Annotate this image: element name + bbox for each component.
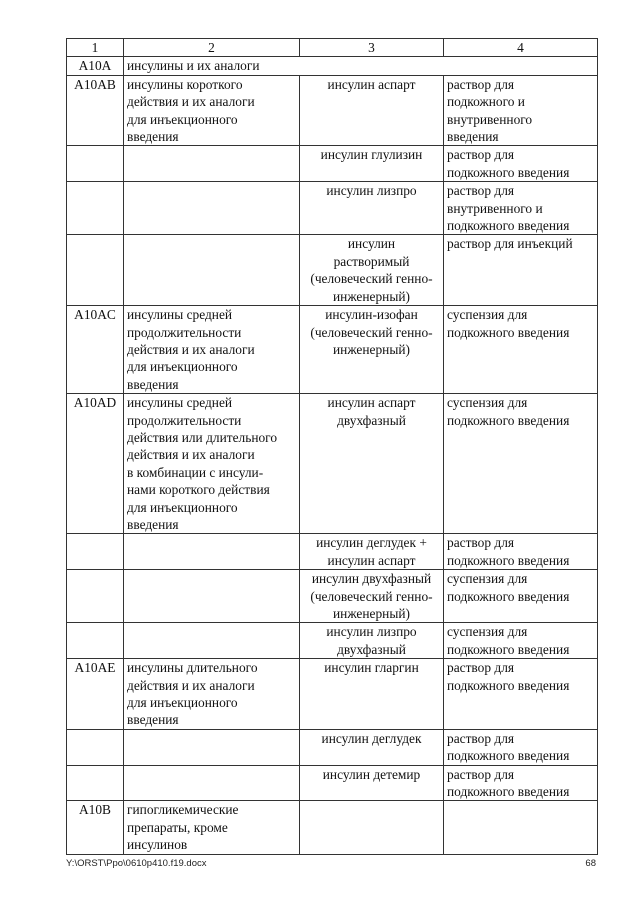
dosage-form-cell: раствор для подкожного введения (444, 729, 598, 765)
dosage-form-cell: раствор для инъекций (444, 235, 598, 306)
group-name-cell: инсулины короткого действия и их аналоги для инъекционного введения (124, 75, 300, 146)
group-name-cell (124, 729, 300, 765)
drug-name-cell: инсулин деглудек (300, 729, 444, 765)
drug-name-cell: инсулин глулизин (300, 146, 444, 182)
group-name-cell: инсулины средней продолжительности действия или длительного действия и их аналоги в комбинации с инсули- нами короткого действия для инъекционного введения (124, 394, 300, 534)
dosage-form-cell: суспензия для подкожного введения (444, 570, 598, 623)
drug-name-cell: инсулин лизпро (300, 182, 444, 235)
header-row (67, 39, 598, 57)
atc-code-cell: A10AB (67, 75, 124, 146)
group-name-cell: инсулины длительного действия и их аналоги для инъекционного введения (124, 659, 300, 730)
dosage-form-cell: раствор для подкожного введения (444, 659, 598, 730)
atc-code-cell: A10A (67, 57, 124, 75)
table-row (67, 57, 598, 75)
column-header-3: 3 (300, 39, 444, 57)
drug-table (66, 38, 598, 855)
dosage-form-cell: суспензия для подкожного введения (444, 623, 598, 659)
group-name-cell: инсулины средней продолжительности действия и их аналоги для инъекционного введения (124, 306, 300, 394)
drug-name-cell: инсулин-изофан (человеческий генно- инженерный) (300, 306, 444, 394)
table-row (67, 570, 598, 623)
document-table-container (66, 38, 597, 855)
atc-code-cell (67, 534, 124, 570)
atc-code-cell: A10AE (67, 659, 124, 730)
atc-code-cell (67, 765, 124, 801)
atc-code-cell (67, 235, 124, 306)
drug-name-cell (300, 801, 444, 854)
column-header-4: 4 (444, 39, 598, 57)
atc-code-cell (67, 570, 124, 623)
group-name-cell: инсулины и их аналоги (124, 57, 598, 75)
atc-code-cell (67, 623, 124, 659)
table-row (67, 534, 598, 570)
atc-code-cell (67, 729, 124, 765)
group-name-cell (124, 534, 300, 570)
footer-file-path: Y:\ORST\Ppo\0610p410.f19.docx (66, 858, 207, 869)
table-row (67, 235, 598, 306)
drug-name-cell: инсулин детемир (300, 765, 444, 801)
atc-code-cell (67, 182, 124, 235)
table-row (67, 182, 598, 235)
page-number: 68 (585, 858, 596, 869)
atc-code-cell: A10B (67, 801, 124, 854)
table-row (67, 659, 598, 730)
drug-name-cell: инсулин лизпро двухфазный (300, 623, 444, 659)
drug-name-cell: инсулин аспарт двухфазный (300, 394, 444, 534)
group-name-cell (124, 570, 300, 623)
table-row (67, 306, 598, 394)
atc-code-cell: A10AD (67, 394, 124, 534)
dosage-form-cell: раствор для внутривенного и подкожного введения (444, 182, 598, 235)
drug-name-cell: инсулин деглудек + инсулин аспарт (300, 534, 444, 570)
drug-name-cell: инсулин двухфазный (человеческий генно- инженерный) (300, 570, 444, 623)
dosage-form-cell: раствор для подкожного введения (444, 146, 598, 182)
table-row (67, 801, 598, 854)
drug-name-cell: инсулин аспарт (300, 75, 444, 146)
table-row (67, 729, 598, 765)
dosage-form-cell: раствор для подкожного введения (444, 534, 598, 570)
dosage-form-cell (444, 801, 598, 854)
atc-code-cell: A10AC (67, 306, 124, 394)
atc-code-cell (67, 146, 124, 182)
table-row (67, 394, 598, 534)
group-name-cell (124, 623, 300, 659)
group-name-cell (124, 182, 300, 235)
table-row (67, 146, 598, 182)
table-row (67, 75, 598, 146)
column-header-2: 2 (124, 39, 300, 57)
group-name-cell (124, 235, 300, 306)
drug-name-cell: инсулин гларгин (300, 659, 444, 730)
group-name-cell (124, 146, 300, 182)
table-row (67, 623, 598, 659)
drug-name-cell: инсулин растворимый (человеческий генно- инженерный) (300, 235, 444, 306)
dosage-form-cell: раствор для подкожного и внутривенного введения (444, 75, 598, 146)
group-name-cell (124, 765, 300, 801)
table-row (67, 765, 598, 801)
dosage-form-cell: суспензия для подкожного введения (444, 394, 598, 534)
dosage-form-cell: раствор для подкожного введения (444, 765, 598, 801)
column-header-1: 1 (67, 39, 124, 57)
group-name-cell: гипогликемические препараты, кроме инсулинов (124, 801, 300, 854)
dosage-form-cell: суспензия для подкожного введения (444, 306, 598, 394)
